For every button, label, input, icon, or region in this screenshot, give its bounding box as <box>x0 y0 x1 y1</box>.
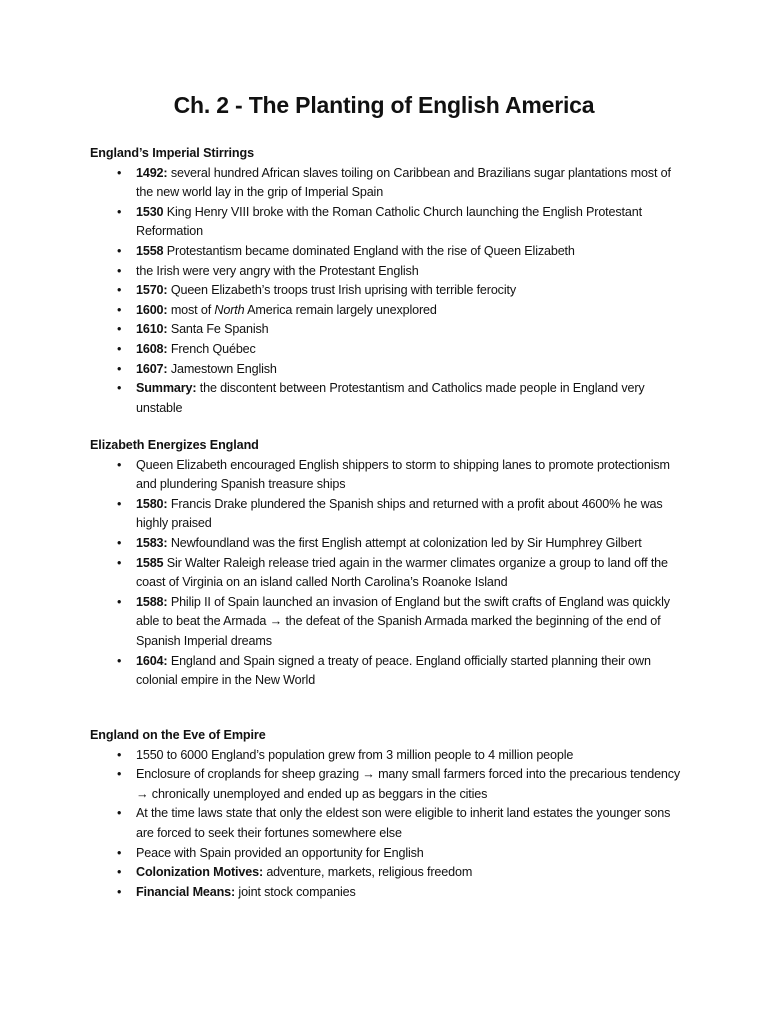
item-text: America remain largely unexplored <box>244 302 437 317</box>
item-text: joint stock companies <box>235 884 356 899</box>
bullet-icon: • <box>117 806 122 821</box>
item-label: 1558 <box>136 243 164 258</box>
page-title: Ch. 2 - The Planting of English America <box>173 92 595 118</box>
bullet-icon: • <box>117 381 122 396</box>
item-text: Protestantism became dominated England with the rise of Queen Elizabeth <box>163 243 575 258</box>
item-text: most of <box>167 302 215 317</box>
bullet-list <box>90 164 690 419</box>
item-label: 1600: <box>136 302 168 317</box>
section-heading: Elizabeth Energizes England <box>90 438 259 452</box>
item-text: the discontent between Protestantism and Catholics made people in England very unstable <box>136 381 645 415</box>
item-text: Philip II of Spain launched an invasion of England but the swift crafts of England was quickly able to beat the Armada <box>136 594 670 629</box>
arrow-icon: → <box>362 767 375 782</box>
item-label: 1580: <box>136 496 168 511</box>
list-item <box>90 301 690 321</box>
item-text: adventure, markets, religious freedom <box>262 865 473 880</box>
list-item <box>90 203 690 242</box>
bullet-icon: • <box>117 302 122 317</box>
list-item <box>90 652 690 691</box>
arrow-icon: → <box>136 786 149 801</box>
item-text: At the time laws state that only the eldest son were eligible to inherit land estates the younger sons are forced to seek their fortunes somewhere else <box>136 806 671 840</box>
item-text: several hundred African slaves toiling on Caribbean and Brazilians sugar plantations most of the new world lay in the grip of Imperial Spain <box>136 165 671 200</box>
bullet-icon: • <box>117 767 122 782</box>
item-text: King Henry VIII broke with the Roman Catholic Church launching the English Protestant Reformation <box>136 204 642 239</box>
item-label: 1604: <box>136 653 168 668</box>
item-text: 1550 to 6000 England’s population grew from 3 million people to 4 million people <box>136 747 574 762</box>
item-text: French Québec <box>167 341 256 356</box>
list-item <box>90 883 690 903</box>
section-elizabeth-energizes <box>90 436 690 691</box>
item-label: 1585 <box>136 555 164 570</box>
list-item <box>90 281 690 301</box>
item-label: 1570: <box>136 283 168 298</box>
bullet-icon: • <box>117 322 122 337</box>
bullet-icon: • <box>117 535 122 550</box>
list-item <box>90 320 690 340</box>
bullet-icon: • <box>117 884 122 899</box>
section-eve-of-empire <box>90 726 690 902</box>
bullet-icon: • <box>117 496 122 511</box>
bullet-icon: • <box>117 204 122 219</box>
bullet-icon: • <box>117 457 122 472</box>
section-heading: England’s Imperial Stirrings <box>90 146 254 160</box>
bullet-icon: • <box>117 283 122 298</box>
list-item <box>90 456 690 495</box>
bullet-icon: • <box>117 845 122 860</box>
section-heading: England on the Eve of Empire <box>90 728 266 742</box>
list-item <box>90 534 690 554</box>
item-text: England and Spain signed a treaty of peace. England officially started planning their own colonial empire in the New World <box>136 653 651 688</box>
bullet-icon: • <box>117 361 122 376</box>
item-label: 1607: <box>136 361 168 376</box>
item-label: 1588: <box>136 594 168 609</box>
item-text: Sir Walter Raleigh release tried again in the warmer climates organize a group to land off the coast of Virginia on an island called North Carolina’s Roanoke Island <box>136 555 668 590</box>
list-item <box>90 804 690 843</box>
item-label: Summary: <box>136 381 197 396</box>
item-label: 1492: <box>136 165 168 180</box>
item-label: 1608: <box>136 341 168 356</box>
bullet-icon: • <box>117 653 122 668</box>
list-item <box>90 340 690 360</box>
bullet-icon: • <box>117 555 122 570</box>
list-item <box>90 495 690 534</box>
item-label: 1610: <box>136 322 168 337</box>
item-label: Financial Means: <box>136 884 236 899</box>
item-text: the defeat of the Spanish Armada marked the beginning of the end of Spanish Imperial dreams <box>136 614 661 648</box>
item-italic: North <box>214 302 245 317</box>
item-text: chronically unemployed and ended up as beggars in the cities <box>148 786 488 801</box>
bullet-list <box>90 456 690 691</box>
item-text: Queen Elizabeth’s troops trust Irish uprising with terrible ferocity <box>167 283 516 298</box>
bullet-icon: • <box>117 263 122 278</box>
item-label: Colonization Motives: <box>136 865 263 880</box>
list-item <box>90 360 690 380</box>
item-label: 1530 <box>136 204 164 219</box>
list-item <box>90 746 690 766</box>
bullet-icon: • <box>117 243 122 258</box>
arrow-icon: → <box>269 614 283 629</box>
item-text: the Irish were very angry with the Protestant English <box>136 263 419 278</box>
bullet-icon: • <box>117 865 122 880</box>
item-text: Newfoundland was the first English attempt at colonization led by Sir Humphrey Gilbert <box>167 535 642 550</box>
list-item <box>90 262 690 282</box>
list-item <box>90 593 690 652</box>
item-text: Santa Fe Spanish <box>167 322 269 337</box>
item-text: Peace with Spain provided an opportunity for English <box>136 845 424 860</box>
list-item <box>90 554 690 593</box>
item-text: many small farmers forced into the precarious tendency <box>374 767 681 782</box>
bullet-icon: • <box>117 165 122 180</box>
list-item <box>90 863 690 883</box>
list-item <box>90 242 690 262</box>
item-text: Francis Drake plundered the Spanish ships and returned with a profit about 4600% he was highly praised <box>136 496 663 531</box>
bullet-icon: • <box>117 747 122 762</box>
item-text: Enclosure of croplands for sheep grazing <box>136 767 363 782</box>
list-item <box>90 164 690 203</box>
bullet-list <box>90 746 690 903</box>
bullet-icon: • <box>117 341 122 356</box>
list-item <box>90 379 690 418</box>
item-text: Queen Elizabeth encouraged English shippers to storm to shipping lanes to promote protectionism and plundering Spanish treasure ships <box>136 457 670 492</box>
bullet-icon: • <box>117 594 122 609</box>
list-item <box>90 844 690 864</box>
item-text: Jamestown English <box>167 361 277 376</box>
item-label: 1583: <box>136 535 168 550</box>
list-item <box>90 765 690 804</box>
section-imperial-stirrings <box>90 144 690 418</box>
